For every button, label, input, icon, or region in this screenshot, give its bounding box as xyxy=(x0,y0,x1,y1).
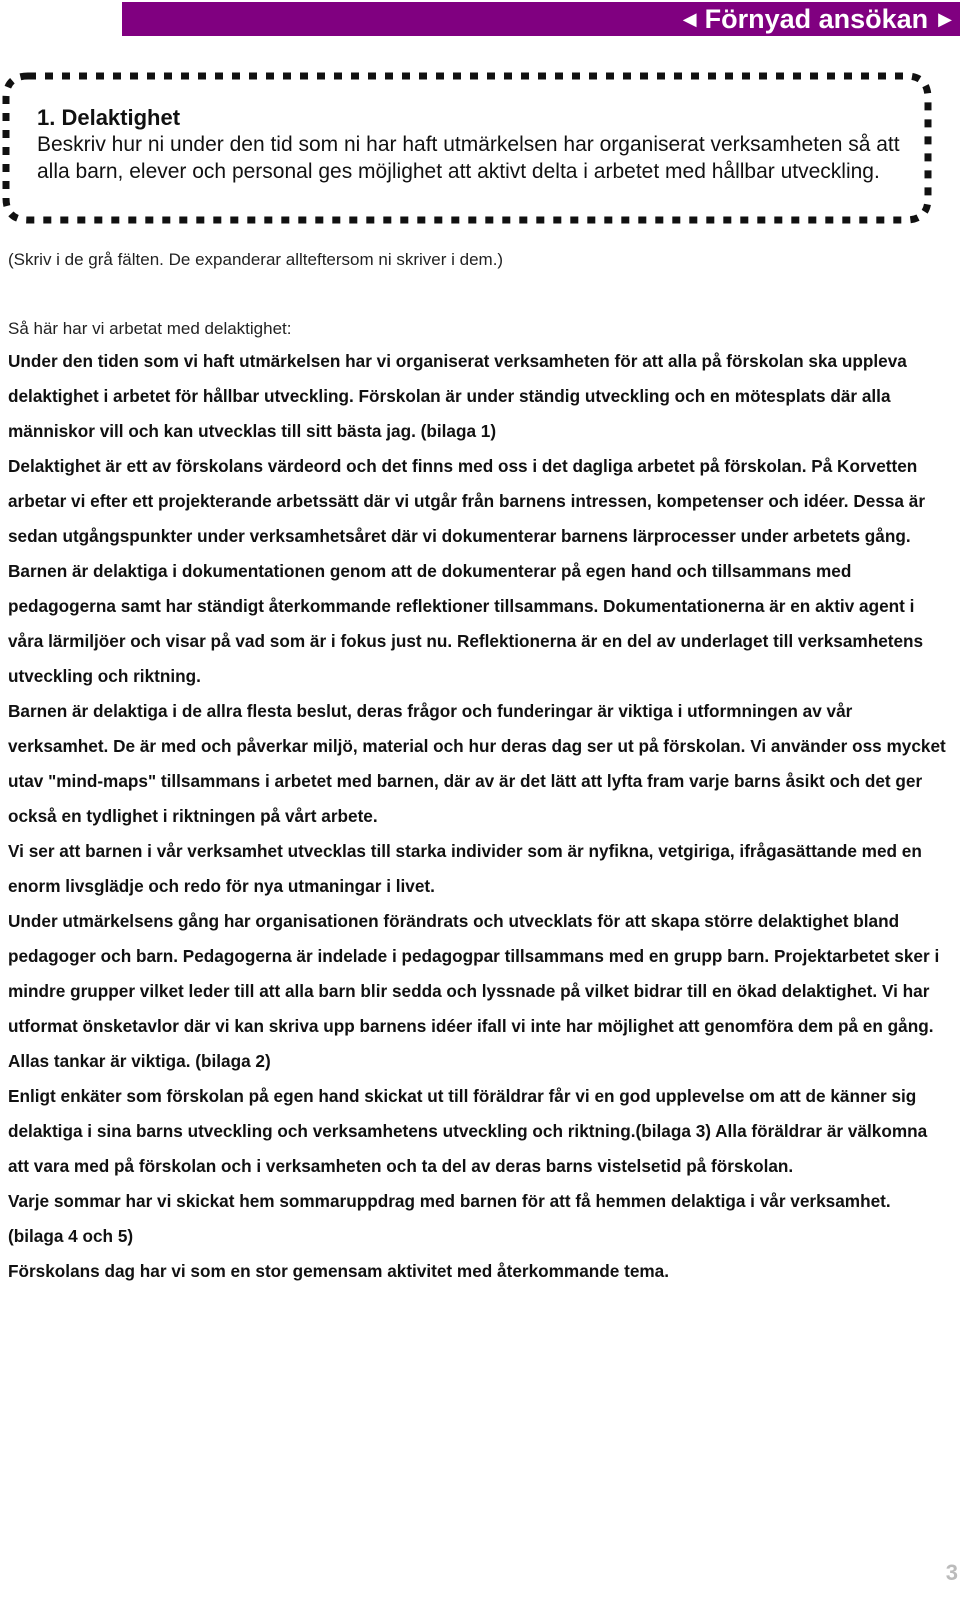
header-bar xyxy=(122,2,960,36)
answer-paragraph: Förskolans dag har vi som en stor gemensam aktivitet med återkommande tema. xyxy=(8,1261,669,1281)
section-heading: 1. Delaktighet xyxy=(37,105,181,130)
intro-text: Så här har vi arbetat med delaktighet: xyxy=(8,319,292,338)
header-title: Förnyad ansökan xyxy=(704,3,929,34)
answer-field[interactable] xyxy=(8,344,948,1289)
answer-paragraph: Vi ser att barnen i vår verksamhet utvecklas till starka individer som är nyfikna, vetgiriga, ifrågasättande med en enorm livsglädje och redo för nya utmaningar i livet. xyxy=(8,841,922,896)
answer-paragraph: Delaktighet är ett av förskolans värdeord och det finns med oss i det dagliga arbetet på förskolan. På Korvetten arbetar vi efter ett projekterande arbetssätt där vi utgår från barnens intressen, kompetenser och idéer. Dessa är sedan utgångspunkter under verksamhetsåret där vi dokumenterar barnens lärprocesser under arbetets gång. xyxy=(8,456,926,546)
instruction-text: (Skriv i de grå fälten. De expanderar allteftersom ni skriver i dem.) xyxy=(8,250,504,269)
section-box xyxy=(37,104,917,185)
section-description: Beskriv hur ni under den tid som ni har haft utmärkelsen har organiserat verksamheten så att alla barn, elever och personal ges möjlighet att aktivt delta i arbetet med hållbar utveckling. xyxy=(37,133,900,183)
answer-paragraph: Under den tiden som vi haft utmärkelsen har vi organiserat verksamheten för att alla på förskolan ska uppleva delaktighet i arbetet för hållbar utveckling. Förskolan är under ständig utveckling och en mötesplats där alla människor vill och kan utvecklas till sitt bästa jag. (bilaga 1) xyxy=(8,351,907,441)
answer-paragraph: Under utmärkelsens gång har organisationen förändrats och utvecklats för att skapa större delaktighet bland pedagoger och barn. Pedagogerna är indelade i pedagogpar tillsammans med en grupp barn. Projektarbetet sker i mindre grupper vilket leder till att alla barn blir sedda och lyssnade på vilket bidrar till en ökad delaktighet. Vi har utformat önsketavlor där vi kan skriva upp barnens idéer ifall vi inte har möjlighet att genomföra dem på en gång. Allas tankar är viktiga. (bilaga 2) xyxy=(8,911,940,1071)
answer-paragraph: Barnen är delaktiga i dokumentationen genom att de dokumenterar på egen hand och tillsammans med pedagogerna samt har ständigt återkommande reflektioner tillsammans. Dokumentationerna är en aktiv agent i våra lärmiljöer och visar på vad som är i fokus just nu. Reflektionerna är en del av underlaget till verksamhetens utveckling och riktning. xyxy=(8,561,924,686)
answer-paragraph: Enligt enkäter som förskolan på egen hand skickat ut till föräldrar får vi en god upplevelse om att de känner sig delaktiga i sina barns utveckling och verksamhetens utveckling och riktning.(bilaga 3) Alla föräldrar är välkomna att vara med på förskolan och i verksamheten och ta del av deras barns vistelsetid på förskolan. xyxy=(8,1086,928,1176)
answer-paragraph: Barnen är delaktiga i de allra flesta beslut, deras frågor och funderingar är viktiga i utformningen av vår verksamhet. De är med och påverkar miljö, material och hur deras dag ser ut på förskolan. Vi använder oss mycket utav "mind-maps" tillsammans i arbetet med barnen, där av är det lätt att lyfta fram varje barns åsikt och det ger också en tydlighet i riktningen på vårt arbete. xyxy=(8,701,946,826)
triangle-left-icon[interactable]: ◀ xyxy=(682,9,697,29)
answer-paragraph: Varje sommar har vi skickat hem sommaruppdrag med barnen för att få hemmen delaktiga i vår verksamhet. (bilaga 4 och 5) xyxy=(8,1191,891,1246)
triangle-right-icon[interactable]: ▶ xyxy=(938,9,952,29)
page-number: 3 xyxy=(945,1560,958,1585)
